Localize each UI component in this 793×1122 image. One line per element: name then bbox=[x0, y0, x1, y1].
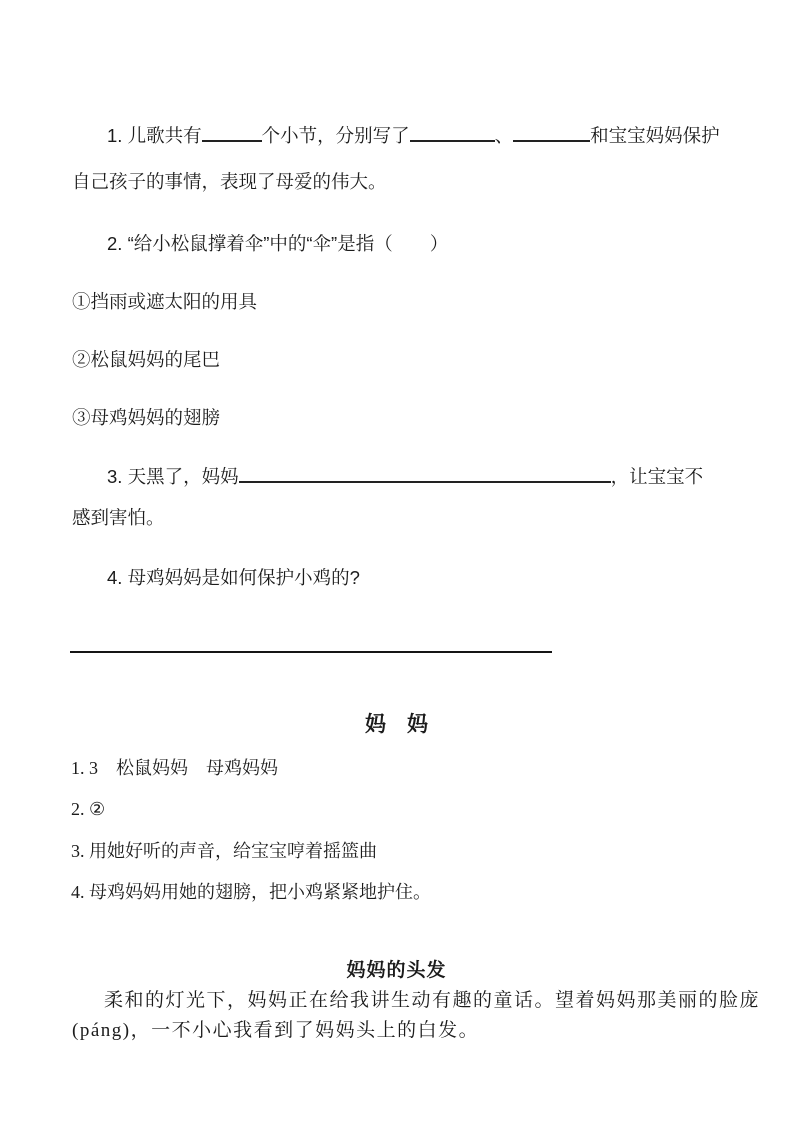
question-1-line-1 bbox=[107, 123, 720, 148]
answer-key-title: 妈 妈 bbox=[365, 713, 428, 736]
q1-fill-blank-2 bbox=[410, 123, 495, 142]
answer-key-item-2: 2. ② bbox=[71, 799, 106, 819]
passage-title: 妈妈的头发 bbox=[346, 960, 447, 981]
q1-fill-blank-1 bbox=[202, 123, 262, 142]
q3-text-2: ，让宝宝不 bbox=[610, 466, 704, 487]
q4-answer-line bbox=[70, 651, 552, 653]
passage-line-2: (páng)，一不小心我看到了妈妈头上的白发。 bbox=[72, 1020, 480, 1041]
question-3-line-2: 感到害怕。 bbox=[72, 507, 165, 528]
q1-text-4: 和宝宝妈妈保护 bbox=[590, 125, 720, 146]
q1-fill-blank-3 bbox=[513, 123, 590, 142]
q3-fill-blank bbox=[239, 464, 611, 483]
question-2-option-2: ②松鼠妈妈的尾巴 bbox=[72, 349, 221, 370]
answer-key-item-4: 4. 母鸡妈妈用她的翅膀，把小鸡紧紧地护住。 bbox=[71, 882, 431, 902]
question-2-option-1: ①挡雨或遮太阳的用具 bbox=[72, 291, 258, 312]
question-2: 2. “给小松鼠撑着伞”中的“伞”是指（ ） bbox=[107, 233, 449, 254]
question-2-option-3: ③母鸡妈妈的翅膀 bbox=[72, 407, 221, 428]
question-4: 4. 母鸡妈妈是如何保护小鸡的? bbox=[107, 567, 360, 588]
passage-line-1: 柔和的灯光下，妈妈正在给我讲生动有趣的童话。望着妈妈那美丽的脸庞 bbox=[104, 990, 761, 1011]
q1-text-1: 1. 儿歌共有 bbox=[107, 125, 202, 146]
question-1-line-2: 自己孩子的事情，表现了母爱的伟大。 bbox=[72, 171, 387, 192]
answer-key-item-3: 3. 用她好听的声音，给宝宝哼着摇篮曲 bbox=[71, 841, 377, 861]
q3-text-1: 3. 天黑了，妈妈 bbox=[107, 466, 239, 487]
q1-text-2: 个小节，分别写了 bbox=[261, 125, 410, 146]
answer-key-item-1: 1. 3 松鼠妈妈 母鸡妈妈 bbox=[71, 758, 278, 778]
q1-text-3: 、 bbox=[494, 125, 514, 146]
question-3-line-1 bbox=[107, 464, 703, 489]
